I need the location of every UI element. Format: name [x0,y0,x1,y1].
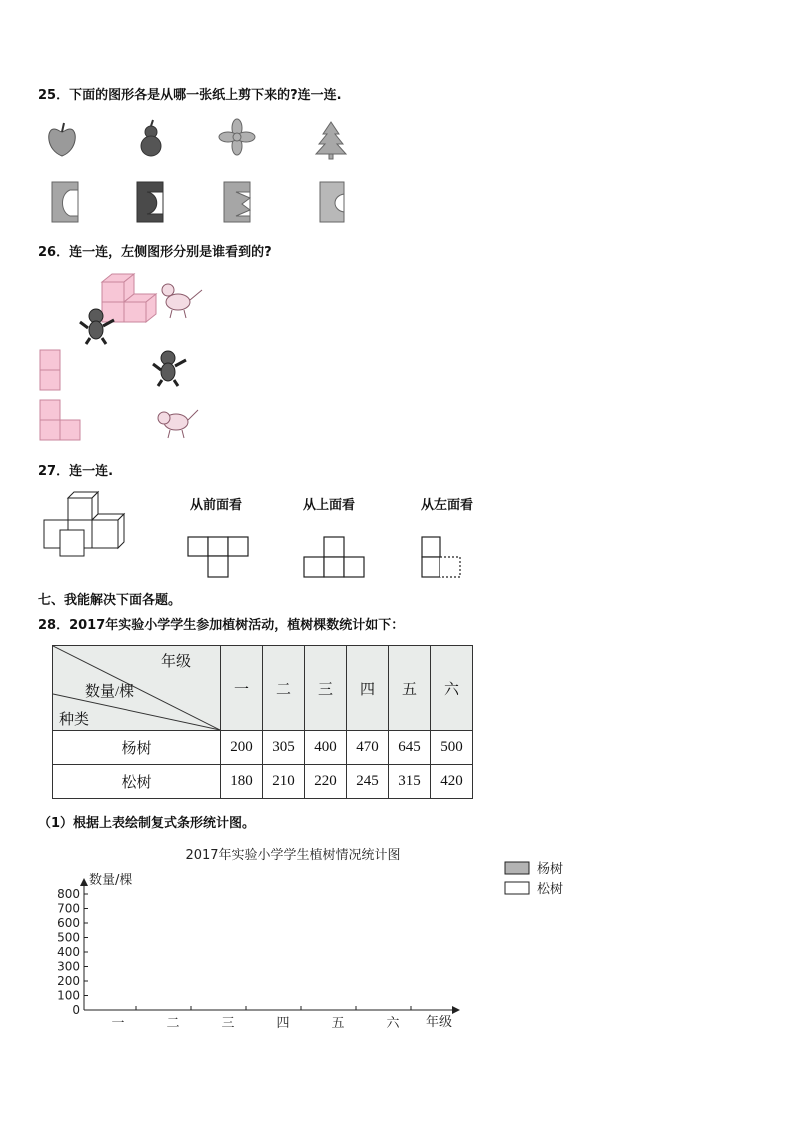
chart-ylabel: 数量/棵 [89,873,133,888]
dog-icon [162,284,202,318]
grade-cell: 五 [389,646,431,731]
legend-label: 杨树 [537,862,564,877]
q25-figures [40,112,370,232]
flower-shape-icon [219,119,255,155]
y-tick-label: 500 [57,930,80,945]
paper-cutout-3-icon [224,182,250,222]
y-axis-arrow [80,878,88,886]
value-cell: 200 [221,731,263,765]
value-cell: 305 [263,731,305,765]
x-tick-label: 三 [221,1016,235,1031]
q27-cube-figure [40,490,130,560]
legend-swatch [505,862,529,874]
y-tick-label: 0 [72,1003,80,1017]
table-diagonal-header [53,646,221,731]
y-tick-label: 800 [57,887,80,901]
table-header-row [53,646,473,731]
q27-view-figures [186,528,476,584]
y-tick-label: 600 [57,916,80,930]
front-view-shape [188,537,248,577]
table-row [53,731,473,765]
value-cell: 220 [305,765,347,799]
dog-icon [158,410,198,438]
x-tick-label: 四 [276,1016,290,1031]
q28-title: 28．2017年实验小学学生参加植树活动，植树棵数统计如下： [38,618,405,633]
tree-planting-table [52,645,473,799]
tree-planting-bar-chart [0,840,794,1040]
paper-cutout-2-icon [137,182,163,222]
monkey-icon [153,351,186,386]
grade-cell: 二 [263,646,305,731]
legend-label: 松树 [537,882,564,897]
q26-title: 26．连一连，左侧图形分别是谁看到的? [38,245,272,260]
value-cell: 470 [347,731,389,765]
q27-title: 27．连一连. [38,464,114,479]
value-cell: 180 [221,765,263,799]
view-l-shape [40,400,80,440]
apple-shape-icon [49,123,76,156]
y-tick-label: 300 [57,959,80,974]
x-axis-arrow [452,1006,460,1014]
gourd-shape-icon [141,120,161,156]
value-cell: 500 [431,731,473,765]
y-tick-label: 200 [57,974,80,988]
y-tick-label: 700 [57,901,80,916]
q28-sub1: （1）根据上表绘制复式条形统计图。 [38,816,256,831]
view-label-top: 从上面看 [303,498,356,513]
y-tick-label: 100 [57,988,80,1003]
x-tick-label: 五 [331,1016,345,1031]
view-label-front: 从前面看 [190,498,243,513]
top-view-shape [304,537,364,577]
value-cell: 645 [389,731,431,765]
value-cell: 400 [305,731,347,765]
grade-cell: 一 [221,646,263,731]
view-label-left: 从左面看 [421,498,474,513]
paper-cutout-1-icon [52,182,78,222]
header-qty: 数量/棵 [85,684,135,700]
grade-cell: 三 [305,646,347,731]
tree-shape-icon [316,122,346,159]
x-tick-label: 六 [386,1016,400,1031]
value-cell: 315 [389,765,431,799]
q26-figures [36,266,216,446]
chart-xlabel: 年级 [426,1015,453,1030]
x-tick-label: 二 [166,1016,180,1031]
grade-cell: 四 [347,646,389,731]
header-grade: 年级 [161,654,192,670]
x-tick-label: 一 [111,1016,125,1031]
kind-cell: 松树 [53,765,221,799]
pink-cubes-icon [102,274,156,322]
grade-cell: 六 [431,646,473,731]
value-cell: 420 [431,765,473,799]
value-cell: 245 [347,765,389,799]
view-two-stacked-squares [40,350,60,390]
kind-cell: 杨树 [53,731,221,765]
left-view-shape [422,537,460,577]
header-kind: 种类 [59,712,90,728]
legend-swatch [505,882,529,894]
section-7-title: 七、我能解决下面各题。 [38,593,182,608]
value-cell: 210 [263,765,305,799]
paper-cutout-4-icon [320,182,344,222]
q25-title: 25．下面的图形各是从哪一张纸上剪下来的?连一连. [38,88,342,103]
chart-title: 2017年实验小学学生植树情况统计图 [185,848,401,863]
table-row [53,765,473,799]
y-tick-label: 400 [57,945,80,959]
